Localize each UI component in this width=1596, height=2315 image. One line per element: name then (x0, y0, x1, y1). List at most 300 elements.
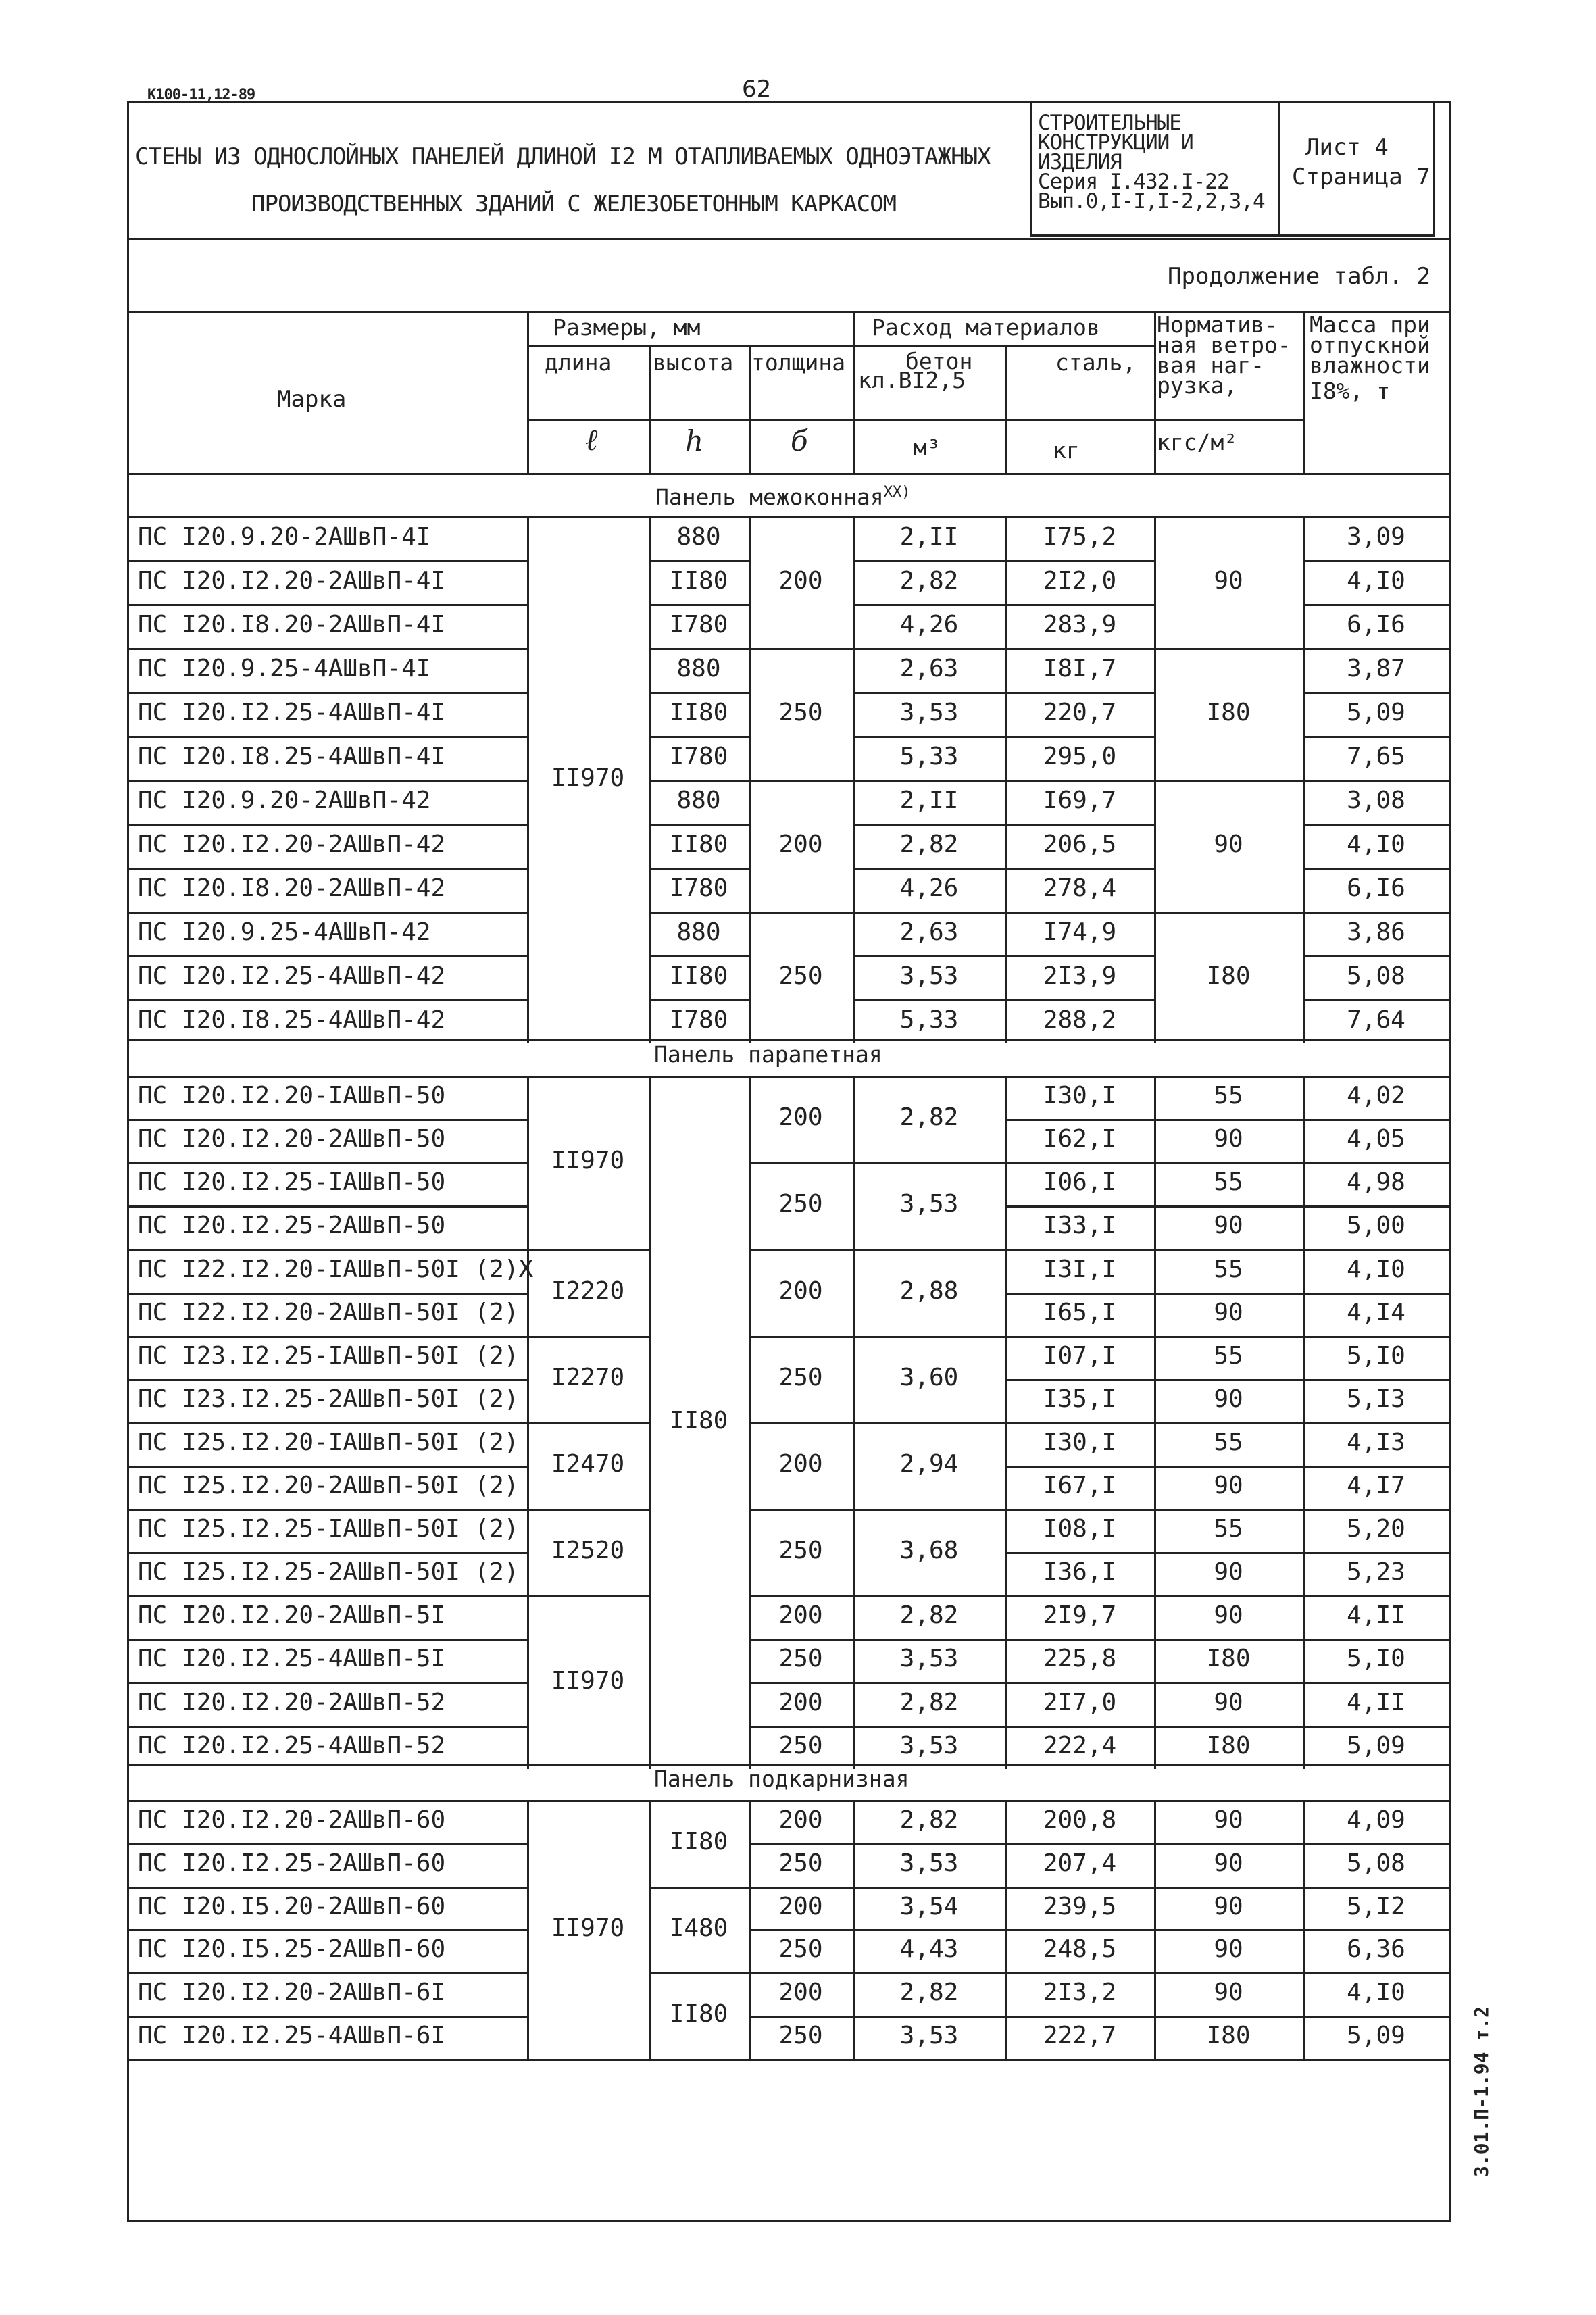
grid-line (1154, 1682, 1303, 1684)
unit-concrete: м³ (914, 434, 941, 461)
grid-line (127, 1552, 527, 1554)
row-concrete: 5,33 (899, 1005, 959, 1034)
row-concrete: 2,63 (899, 918, 959, 946)
grid-line (527, 1422, 649, 1424)
row-concrete: 5,33 (899, 742, 959, 770)
grid-line (853, 824, 1005, 826)
row-thickness: 200 (778, 1892, 823, 1920)
grid-line (853, 1162, 1005, 1164)
row-mark: ПС I20.I2.20-IАШвП-50 (138, 1082, 446, 1110)
grid-line (1005, 1379, 1154, 1381)
grid-line (1005, 1929, 1154, 1931)
grid-line (853, 999, 1005, 1001)
grid-line (1154, 1162, 1303, 1164)
grid-line (127, 1595, 527, 1597)
row-steel: I69,7 (1043, 786, 1117, 814)
grid-line (1154, 1509, 1303, 1511)
grid-line (1154, 1552, 1303, 1554)
sym-height: h (685, 424, 704, 457)
row-mark: ПС I20.I2.20-2АШвП-52 (138, 1688, 446, 1716)
grid-line (649, 648, 749, 650)
col-thickness: толщина (751, 349, 846, 376)
grid-line (1005, 560, 1154, 562)
col-mass-line: Масса при (1310, 312, 1430, 338)
grid-line (1005, 1509, 1154, 1511)
page-label: Страница 7 (1292, 164, 1430, 191)
merged-wind: I80 (1206, 962, 1251, 990)
grid-line (1303, 1595, 1449, 1597)
grid-line (127, 1843, 527, 1845)
grid-line (749, 1639, 853, 1641)
grid-line (853, 955, 1005, 957)
merged-concrete: 2,94 (899, 1450, 959, 1478)
grid-line (1154, 1843, 1303, 1845)
grid-line (127, 692, 527, 694)
grid-line (749, 1972, 853, 1974)
grid-line (1005, 1595, 1154, 1597)
grid-line (527, 311, 529, 473)
col-wind-line: ная ветро- (1157, 332, 1291, 358)
row-mark: ПС I20.I2.20-2АШвП-60 (138, 1806, 446, 1834)
row-mass: 5,I3 (1347, 1385, 1405, 1413)
merged-concrete: 3,60 (899, 1364, 959, 1391)
row-wind: 90 (1214, 1125, 1243, 1153)
merged-height: I780 (669, 742, 728, 770)
grid-line (127, 868, 527, 870)
grid-line (127, 1293, 527, 1295)
grid-line (853, 868, 1005, 870)
merged-concrete: 2,82 (899, 1103, 959, 1131)
row-mass: 3,09 (1347, 522, 1405, 551)
row-mark: ПС I20.I5.20-2АШвП-60 (138, 1892, 446, 1920)
grid-line (527, 1509, 649, 1511)
row-concrete: 2,II (899, 522, 959, 551)
grid-line (1303, 311, 1305, 473)
grid-line (649, 736, 749, 738)
grid-line (1005, 1422, 1154, 1424)
grid-line (127, 1972, 527, 1974)
grid-line (1154, 1595, 1303, 1597)
grid-line (127, 648, 527, 650)
grid-line (127, 1336, 527, 1338)
merged-height: 880 (676, 654, 721, 682)
grid-line (127, 2016, 527, 2018)
row-steel: I65,I (1043, 1299, 1117, 1326)
grid-line (649, 345, 651, 473)
grid-line (1005, 1843, 1154, 1845)
grid-line (649, 912, 749, 914)
row-thickness: 250 (778, 1645, 823, 1672)
row-concrete: 3,53 (899, 1645, 959, 1672)
grid-line (1154, 2016, 1303, 2018)
merged-wind: I80 (1206, 698, 1251, 726)
section-title: Панель межоконная (655, 484, 884, 510)
grid-line (127, 1929, 527, 1931)
row-mark: ПС I20.I5.25-2АШвП-60 (138, 1935, 446, 1963)
row-steel: 288,2 (1043, 1005, 1117, 1034)
row-mass: 5,I0 (1347, 1342, 1405, 1370)
side-code: 3.01.П-1.94 т.2 (1470, 2006, 1493, 2177)
row-wind: 90 (1214, 1472, 1243, 1499)
grid-line (127, 999, 527, 1001)
sheet-label: Лист 4 (1305, 134, 1389, 161)
row-mark: ПС I25.I2.20-2АШвП-50I (2) (138, 1472, 519, 1499)
grid-line (1005, 604, 1154, 606)
col-concrete-1: бетон (905, 348, 973, 374)
grid-line (649, 824, 749, 826)
grid-line (1005, 1682, 1154, 1684)
merged-thickness: 200 (778, 1450, 823, 1478)
grid-line (1303, 604, 1449, 606)
grid-line (1005, 692, 1154, 694)
row-steel: I36,I (1043, 1558, 1117, 1586)
grid-line (853, 1509, 1005, 1511)
merged-length: II970 (551, 1914, 625, 1942)
grid-line (1005, 868, 1154, 870)
grid-line (1005, 999, 1154, 1001)
grid-line (749, 2016, 853, 2018)
grid-line (853, 1639, 1005, 1641)
row-steel: I74,9 (1043, 918, 1117, 946)
row-mass: 4,98 (1347, 1168, 1405, 1196)
row-concrete: 2,82 (899, 1806, 959, 1834)
grid-line (127, 1162, 527, 1164)
row-mass: 4,I7 (1347, 1472, 1405, 1499)
row-concrete: 4,43 (899, 1935, 959, 1963)
grid-line (1303, 1293, 1449, 1295)
grid-line (1303, 1162, 1449, 1164)
grid-line (127, 1249, 527, 1251)
row-mass: 5,20 (1347, 1515, 1405, 1543)
section-podkarniznaya: Панель подкарнизная (654, 1766, 909, 1792)
grid-line (1154, 1887, 1303, 1889)
grid-line (1303, 1639, 1449, 1641)
row-wind: 90 (1214, 1299, 1243, 1326)
row-concrete: 4,26 (899, 874, 959, 902)
row-steel: 207,4 (1043, 1849, 1117, 1877)
grid-line (127, 1800, 1449, 1802)
grid-line (749, 1595, 853, 1597)
row-wind: 55 (1214, 1428, 1243, 1456)
grid-line (1303, 1726, 1449, 1728)
row-thickness: 250 (778, 2022, 823, 2049)
grid-line (1303, 999, 1449, 1001)
row-mark: ПС I20.9.25-4АШвП-4I (138, 654, 431, 682)
row-mark: ПС I20.9.20-2АШвП-42 (138, 786, 431, 814)
grid-line (1303, 1422, 1449, 1424)
merged-height: II80 (669, 1407, 728, 1435)
grid-line (1303, 560, 1449, 562)
merged-height: 880 (676, 918, 721, 946)
unit-wind: кгс/м² (1157, 429, 1238, 455)
row-mark: ПС I20.I2.25-IАШвП-50 (138, 1168, 446, 1196)
row-wind: I80 (1206, 2022, 1251, 2049)
merged-thickness: 200 (778, 1103, 823, 1131)
title-line-2: ПРОИЗВОДСТВЕННЫХ ЗДАНИЙ С ЖЕЛЕЗОБЕТОННЫМ КАРКАСОМ (251, 191, 897, 218)
row-mass: 7,64 (1347, 1005, 1405, 1034)
row-mark: ПС I20.9.25-4АШвП-42 (138, 918, 431, 946)
row-mark: ПС I23.I2.25-IАШвП-50I (2) (138, 1342, 519, 1370)
sym-length: ℓ (585, 423, 598, 457)
col-steel: сталь, (1055, 349, 1137, 376)
grid-line (853, 2016, 1005, 2018)
merged-length: I2270 (551, 1364, 625, 1391)
row-mass: 3,87 (1347, 654, 1405, 682)
col-sizes: Размеры, мм (553, 314, 701, 341)
row-mark: ПС I20.I2.20-2АШвП-6I (138, 1978, 446, 2006)
row-mark: ПС I20.I8.25-4АШвП-4I (138, 742, 446, 770)
grid-line (1005, 1972, 1154, 1974)
grid-line (749, 1249, 853, 1251)
grid-line (649, 1972, 749, 1974)
row-mark: ПС I20.I2.25-4АШвП-52 (138, 1732, 446, 1760)
grid-line (749, 912, 853, 914)
merged-thickness: 200 (778, 1276, 823, 1305)
row-mark: ПС I20.I2.20-2АШвП-42 (138, 830, 446, 858)
grid-line (1303, 1929, 1449, 1931)
grid-line (127, 604, 527, 606)
grid-line (1303, 1249, 1449, 1251)
grid-line (527, 1249, 649, 1251)
series-text (1038, 111, 1265, 214)
grid-line (649, 692, 749, 694)
row-concrete: 2,II (899, 786, 959, 814)
row-mark: ПС I22.I2.20-IАШвП-50I (2)Х (138, 1255, 534, 1283)
grid-line (853, 345, 1154, 347)
col-mass-line: отпускной (1310, 332, 1430, 358)
row-steel: 2I9,7 (1043, 1601, 1117, 1629)
row-steel: 222,7 (1043, 2022, 1117, 2049)
grid-line (749, 1726, 853, 1728)
row-thickness: 200 (778, 1806, 823, 1834)
row-concrete: 3,54 (899, 1892, 959, 1920)
grid-line (853, 1843, 1005, 1845)
row-steel: 225,8 (1043, 1645, 1117, 1672)
merged-height: II80 (669, 698, 728, 726)
grid-line (127, 1119, 527, 1121)
row-concrete: 2,82 (899, 1601, 959, 1629)
grid-line (649, 560, 749, 562)
grid-line (749, 1682, 853, 1684)
merged-thickness: 250 (778, 1364, 823, 1391)
row-concrete: 2,82 (899, 830, 959, 858)
grid-line (1005, 1119, 1154, 1121)
grid-line (1005, 736, 1154, 738)
row-wind: 55 (1214, 1255, 1243, 1283)
row-wind: 90 (1214, 1892, 1243, 1920)
grid-line (649, 955, 749, 957)
merged-height: 880 (676, 522, 721, 551)
grid-line (1303, 824, 1449, 826)
col-mass-line: влажности (1310, 352, 1430, 378)
grid-line (1303, 1336, 1449, 1338)
grid-line (1005, 2016, 1154, 2018)
row-wind: 90 (1214, 1688, 1243, 1716)
grid-line (853, 1887, 1005, 1889)
section-parapetnaya: Панель парапетная (654, 1041, 882, 1068)
grid-line (853, 648, 1005, 650)
row-thickness: 250 (778, 1935, 823, 1963)
unit-steel: кг (1053, 437, 1080, 464)
merged-length: II970 (551, 1666, 625, 1695)
grid-line (1154, 1929, 1303, 1931)
row-mark: ПС I20.I2.25-4АШвП-4I (138, 698, 446, 726)
grid-line (853, 311, 855, 473)
grid-line (527, 345, 853, 347)
grid-line (527, 1336, 649, 1338)
grid-line (127, 560, 527, 562)
grid-line (1154, 912, 1303, 914)
row-thickness: 200 (778, 1601, 823, 1629)
merged-wind: 90 (1214, 566, 1243, 595)
grid-line (853, 692, 1005, 694)
row-steel: I08,I (1043, 1515, 1117, 1543)
row-mark: ПС I20.I2.25-2АШвП-60 (138, 1849, 446, 1877)
row-mass: 3,86 (1347, 918, 1405, 946)
grid-line (127, 1509, 527, 1511)
merged-thickness: 200 (778, 830, 823, 858)
grid-line (1154, 311, 1156, 473)
grid-line (853, 1422, 1005, 1424)
series-line: Серия I.432.I-22 (1038, 170, 1229, 194)
row-mass: 4,05 (1347, 1125, 1405, 1153)
row-mark: ПС I25.I2.25-2АШвП-50I (2) (138, 1558, 519, 1586)
col-wind-line: Норматив- (1157, 312, 1278, 338)
row-wind: 90 (1214, 1935, 1243, 1963)
row-thickness: 250 (778, 1732, 823, 1760)
grid-line (1154, 1972, 1303, 1974)
grid-line (1303, 1119, 1449, 1121)
series-line: КОНСТРУКЦИИ И (1038, 130, 1193, 155)
row-concrete: 2,82 (899, 1978, 959, 2006)
sheet-block (1292, 132, 1430, 192)
grid-line (853, 560, 1005, 562)
row-steel: I30,I (1043, 1428, 1117, 1456)
row-mass: 3,08 (1347, 786, 1405, 814)
grid-line (1303, 1552, 1449, 1554)
row-wind: 90 (1214, 1978, 1243, 2006)
grid-line (853, 912, 1005, 914)
row-steel: 2I3,9 (1043, 962, 1117, 990)
grid-line (1005, 648, 1154, 650)
grid-line (853, 604, 1005, 606)
row-wind: 90 (1214, 1849, 1243, 1877)
page-number: 62 (742, 76, 772, 103)
row-mass: 5,23 (1347, 1558, 1405, 1586)
row-concrete: 3,53 (899, 962, 959, 990)
col-mass (1310, 312, 1430, 404)
row-mass: 4,02 (1347, 1082, 1405, 1110)
grid-line (749, 780, 853, 782)
grid-line (1005, 1639, 1154, 1641)
row-steel: 2I2,0 (1043, 566, 1117, 595)
row-wind: I80 (1206, 1645, 1251, 1672)
row-steel: 2I7,0 (1043, 1688, 1117, 1716)
header-rule (127, 238, 1451, 240)
row-wind: 90 (1214, 1558, 1243, 1586)
col-wind-line: рузка, (1157, 372, 1238, 399)
grid-line (1303, 1843, 1449, 1845)
grid-line (1005, 1293, 1154, 1295)
col-concrete-2: кл.BI2,5 (858, 367, 966, 393)
merged-height: I480 (669, 1914, 728, 1942)
row-concrete: 3,53 (899, 1849, 959, 1877)
grid-line (649, 999, 749, 1001)
row-thickness: 200 (778, 1978, 823, 2006)
grid-line (1303, 1205, 1449, 1208)
grid-line (127, 955, 527, 957)
grid-line (1154, 1249, 1303, 1251)
row-mark: ПС I20.I2.25-4АШвП-6I (138, 2022, 446, 2049)
row-concrete: 2,82 (899, 566, 959, 595)
grid-line (1154, 1293, 1303, 1295)
grid-line (749, 648, 853, 650)
section-mezhokonnaya (655, 485, 911, 508)
grid-line (127, 1887, 527, 1889)
row-mass: 5,00 (1347, 1212, 1405, 1239)
row-mark: ПС I20.I8.25-4АШвП-42 (138, 1005, 446, 1034)
row-wind: 90 (1214, 1212, 1243, 1239)
grid-line (1005, 912, 1154, 914)
merged-concrete: 3,68 (899, 1537, 959, 1564)
merged-height: 880 (676, 786, 721, 814)
row-wind: 90 (1214, 1601, 1243, 1629)
row-wind: 90 (1214, 1806, 1243, 1834)
document-code: К100-11,12-89 (147, 86, 255, 103)
grid-line (127, 1422, 527, 1424)
row-steel: 222,4 (1043, 1732, 1117, 1760)
row-mark: ПС I20.I2.20-2АШвП-5I (138, 1601, 446, 1629)
row-steel: 239,5 (1043, 1892, 1117, 1920)
row-concrete: 4,26 (899, 610, 959, 639)
grid-line (1154, 1726, 1303, 1728)
grid-line (1005, 1336, 1154, 1338)
row-steel: I75,2 (1043, 522, 1117, 551)
row-mark: ПС I20.9.20-2АШвП-4I (138, 522, 431, 551)
series-line: Вып.0,I-I,I-2,2,3,4 (1038, 189, 1265, 214)
row-steel: I35,I (1043, 1385, 1117, 1413)
grid-line (1005, 1162, 1154, 1164)
grid-line (1005, 1552, 1154, 1554)
grid-line (127, 1726, 527, 1728)
row-mass: 4,I0 (1347, 566, 1405, 595)
merged-length: II970 (551, 764, 625, 792)
grid-line (127, 780, 527, 782)
merged-length: I2220 (551, 1276, 625, 1305)
grid-line (649, 868, 749, 870)
grid-line (853, 1972, 1005, 1974)
row-wind: I80 (1206, 1732, 1251, 1760)
row-concrete: 2,82 (899, 1688, 959, 1716)
row-mass: 6,I6 (1347, 610, 1405, 639)
row-mark: ПС I20.I2.20-2АШвП-4I (138, 566, 446, 595)
grid-line (1005, 1887, 1154, 1889)
row-steel: 295,0 (1043, 742, 1117, 770)
grid-line (1154, 1466, 1303, 1468)
row-mass: 4,I3 (1347, 1428, 1405, 1456)
col-wind (1157, 312, 1291, 399)
col-materials: Расход материалов (872, 314, 1100, 341)
row-wind: 55 (1214, 1342, 1243, 1370)
grid-line (649, 780, 749, 782)
series-line: ИЗДЕЛИЯ (1038, 150, 1122, 174)
grid-line (1154, 648, 1303, 650)
grid-line (1303, 2016, 1449, 2018)
row-mass: 6,I6 (1347, 874, 1405, 902)
grid-line (649, 1887, 749, 1889)
grid-line (853, 780, 1005, 782)
row-steel: I3I,I (1043, 1255, 1117, 1283)
